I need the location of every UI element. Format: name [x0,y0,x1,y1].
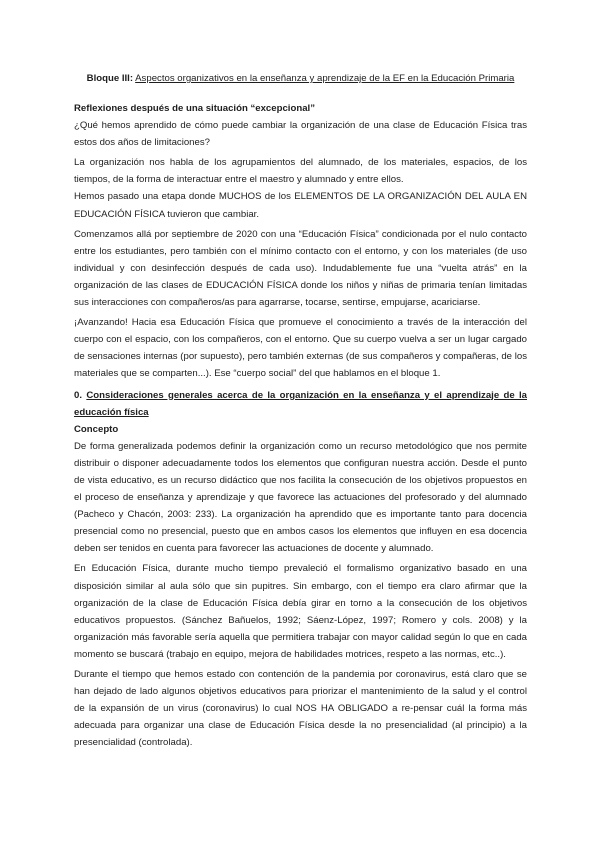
page-content [74,70,527,754]
concept-paragraph: En Educación Física, durante mucho tiempo prevaleció el formalismo organizativo basado en una disposición similar al aula sólo que sin pupitres. Sin embargo, con el tiempo era claro afirmar que la organización de la clase de Educación Física debía girar en torno a la consecución de los objetivos educativos propuestos. (Sánchez Bañuelos, 1992; Sáenz-López, 1997; Romero y cols. 2008) y la organización más favorable sería aquella que permitiera trabajar con mayor calidad según lo que en cada momento se buscará (trabajo en equipo, mejora de habilidades motrices, respeto a las normas, etc..). [74,563,527,660]
concept-paragraph: De forma generalizada podemos definir la organización como un recurso metodológico que nos permite distribuir o disponer adecuadamente todos los elementos que configuran nuestra acción. Desde el punto de vista educativo, es un recurso didáctico que nos facilita la consecución de los objetivos propuestos en el proceso de enseñanza y aprendizaje y que favorece las actuaciones del profesorado y del alumnado (Pacheco y Chacón, 2003: 233). La organización ha aprendido que es importante tanto para docencia presencial como no presencial, puesto que en ambos casos los elementos que influyen en esa docencia deben ser tenidos en cuenta para favorecer las actuaciones de docente y alumnado. [74,440,527,555]
block-title-label: Bloque III: [86,73,134,84]
reflections-paragraph: ¡Avanzando! Hacia esa Educación Física que promueve el conocimiento a través de la interacción del cuerpo con el espacio, con los compañeros, con el entorno. Que su cuerpo vuelva a ser un lugar cargado de sensaciones internas (por supuesto), pero también externas (de sus compañeros y compañeras, de los materiales que se comparten...). Ese “cuerpo social” del que hablamos en el bloque 1. [74,317,527,380]
section-title: Consideraciones generales acerca de la organización en la enseñanza y el aprendizaje de la educación física [74,389,527,418]
section-heading [74,387,527,421]
concept-paragraph: Durante el tiempo que hemos estado con contención de la pandemia por coronavirus, está claro que se han dejado de lado algunos objetivos educativos para priorizar el mantenimiento de la salud y el control de la expansión de un virus (coronavirus) lo cual NOS HA OBLIGADO a re-pensar cuál la forma más adecuada para organizar una clase de Educación Física desde la no presencialidad (al principio) a la presencialidad (controlada). [74,669,527,749]
block-title-text: Aspectos organizativos en la enseñanza y aprendizaje de la EF en la Educación Primaria [135,73,515,84]
concept-subheading: Concepto [74,423,119,435]
reflections-heading: Reflexiones después de una situación “excepcional” [74,103,315,114]
section-number: 0. [74,389,83,401]
block-title [74,70,527,87]
reflections-paragraph: Comenzamos allá por septiembre de 2020 con una “Educación Física” condicionada por el nulo contacto entre los estudiantes, pero también con el mínimo contacto con el entorno, y con los materiales (de uso individual y con desinfección después de cada uso). Indudablemente fue una “vuelta atrás” en la organización de las clases de EDUCACIÓN FÍSICA donde los niños y niñas de primaria tenían limitadas sus interacciones con compañeros/as para agarrarse, tocarse, sentirse, empujarse, acariciarse. [74,228,527,309]
reflections-paragraph: ¿Qué hemos aprendido de cómo puede cambiar la organización de una clase de Educación Física tras estos dos años de limitaciones? [74,120,527,149]
reflections-paragraph: La organización nos habla de los agrupamientos del alumnado, de los materiales, espacios, de los tiempos, de la forma de interactuar entre el maestro y alumnado y entre ellos. [74,157,527,186]
reflections-paragraph: Hemos pasado una etapa donde MUCHOS de los ELEMENTOS DE LA ORGANIZACIÓN DEL AULA EN EDUCACIÓN FÍSICA tuvieron que cambiar. [74,191,527,220]
